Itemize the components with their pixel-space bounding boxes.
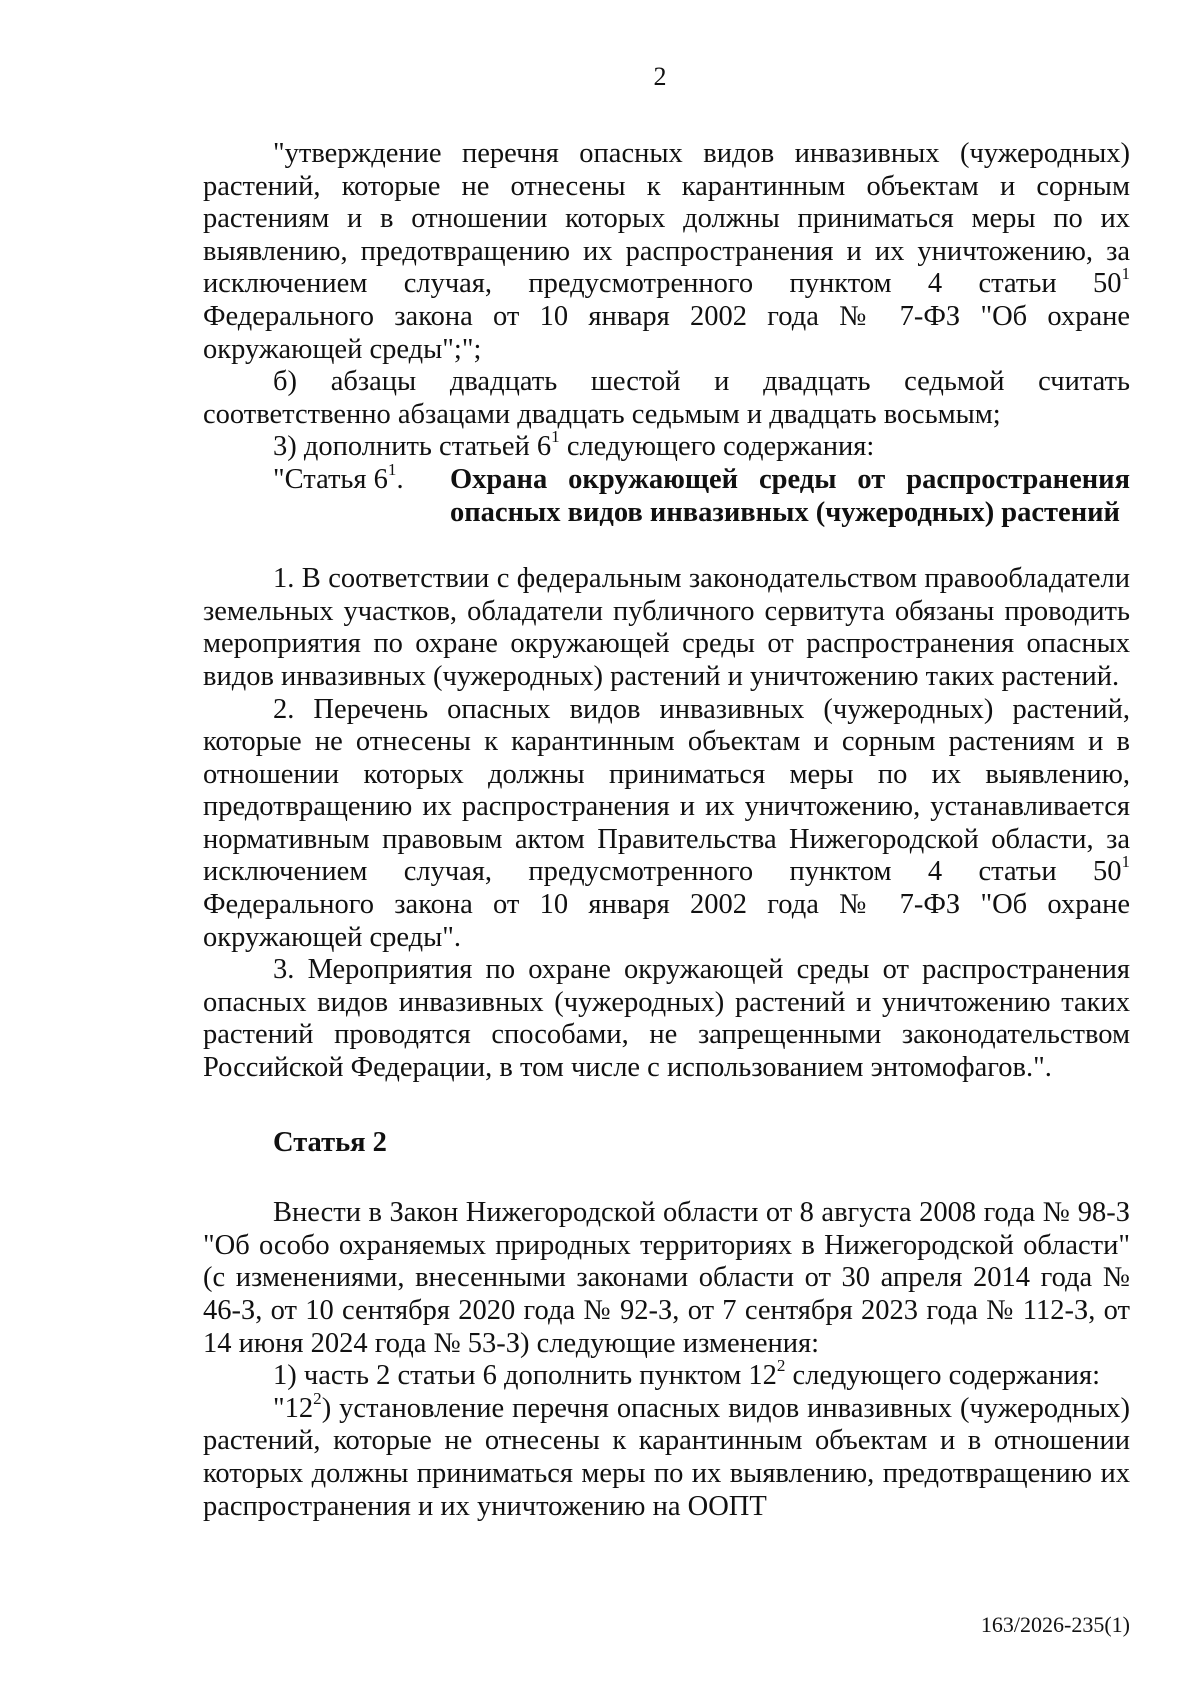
superscript: 1 bbox=[1121, 852, 1130, 872]
article-label-text: "Статья 6 bbox=[273, 463, 388, 495]
paragraph-text: ) установление перечня опасных видов инвазивных (чужеродных) растений, которые не отнесены к карантинным объектам и в отношении которых должны приниматься меры по их выявлению, предотвращению их распространения и их уничтожению на ООПТ bbox=[203, 1392, 1130, 1522]
superscript: 2 bbox=[313, 1388, 322, 1408]
paragraph-text: "утверждение перечня опасных видов инвазивных (чужеродных) растений, которые не отнесены к карантинным объектам и сорным растениям и в отношении которых должны приниматься меры по их выявлению, предотвращению их распространения и их уничтожению, за исключением случая, предусмотренного пунктом 4 статьи 50 bbox=[203, 138, 1130, 300]
paragraph-text: 2. Перечень опасных видов инвазивных (чужеродных) растений, которые не отнесены к карантинным объектам и сорным растениям и в отношении которых должны приниматься меры по их выявлению, предотвращению их распространения и их уничтожению, устанавливается нормативным правовым актом Правительства Нижегородской области, за исключением случая, предусмотренного пунктом 4 статьи 50 bbox=[203, 693, 1130, 888]
paragraph-text: 1) часть 2 статьи 6 дополнить пунктом 12 bbox=[273, 1360, 777, 1392]
paragraph-text-tail: Федерального закона от 10 января 2002 года № 7-ФЗ "Об охране окружающей среды". bbox=[203, 889, 1130, 953]
document-body bbox=[203, 138, 1130, 1523]
spacer bbox=[203, 1085, 1130, 1127]
page-number: 2 bbox=[653, 62, 667, 91]
article-2-heading: Статья 2 bbox=[273, 1126, 387, 1158]
paragraph-amendment-intro: Внести в Закон Нижегородской области от 8 августа 2008 года № 98-З "Об особо охраняемых природных территориях в Нижегородской области" (с изменениями, внесенными законами области от 30 апреля 2014 года № 46-З, от 10 сентября 2020 года № 92-З, от 7 сентября 2023 года № 112-З, от 14 июня 2024 года № 53-З) следующие изменения: bbox=[203, 1197, 1130, 1359]
superscript: 1 bbox=[551, 427, 560, 447]
paragraph-point-1: 1. В соответствии с федеральным законодательством правообладатели земельных участков, обладатели публичного сервитута обязаны проводить мероприятия по охране окружающей среды от распространения опасных видов инвазивных (чужеродных) растений и уничтожению таких растений. bbox=[203, 563, 1130, 692]
paragraph-list-approval bbox=[203, 138, 1130, 366]
paragraph-point-2 bbox=[203, 694, 1130, 955]
paragraph-text-tail: Федерального закона от 10 января 2002 года № 7-ФЗ "Об охране окружающей среды";"; bbox=[203, 300, 1130, 365]
article-title: Охрана окружающей среды от распространения опасных видов инвазивных (чужеродных) растений bbox=[450, 463, 1130, 528]
spacer bbox=[203, 529, 1130, 563]
paragraph-text: 3) дополнить статьей 6 bbox=[273, 431, 552, 463]
paragraph-item-b: б) абзацы двадцать шестой и двадцать седьмой считать соответственно абзацами двадцать седьмым и двадцать восьмым; bbox=[203, 366, 1130, 430]
paragraph-item-3 bbox=[203, 427, 1130, 464]
paragraph-text-tail: следующего содержания: bbox=[785, 1360, 1101, 1392]
superscript: 1 bbox=[387, 460, 397, 480]
article-6-1-heading bbox=[203, 460, 1130, 529]
article-label-tail: . bbox=[396, 463, 404, 495]
superscript: 2 bbox=[776, 1356, 786, 1376]
superscript: 1 bbox=[1121, 264, 1130, 284]
document-code: 163/2026-235(1) bbox=[980, 1612, 1130, 1637]
paragraph-item-12-2 bbox=[203, 1388, 1130, 1523]
paragraph-text-tail: следующего содержания: bbox=[559, 431, 875, 463]
spacer bbox=[203, 1159, 1130, 1197]
paragraph-point-3: 3. Мероприятия по охране окружающей среды от распространения опасных видов инвазивных (чужеродных) растений и уничтожению таких растений проводятся способами, не запрещенными законодательством Российской Федерации, в том числе с использованием энтомофагов.". bbox=[203, 954, 1130, 1084]
paragraph-item-1 bbox=[203, 1356, 1130, 1393]
article-label bbox=[273, 460, 450, 529]
paragraph-lead: "12 bbox=[273, 1392, 314, 1424]
